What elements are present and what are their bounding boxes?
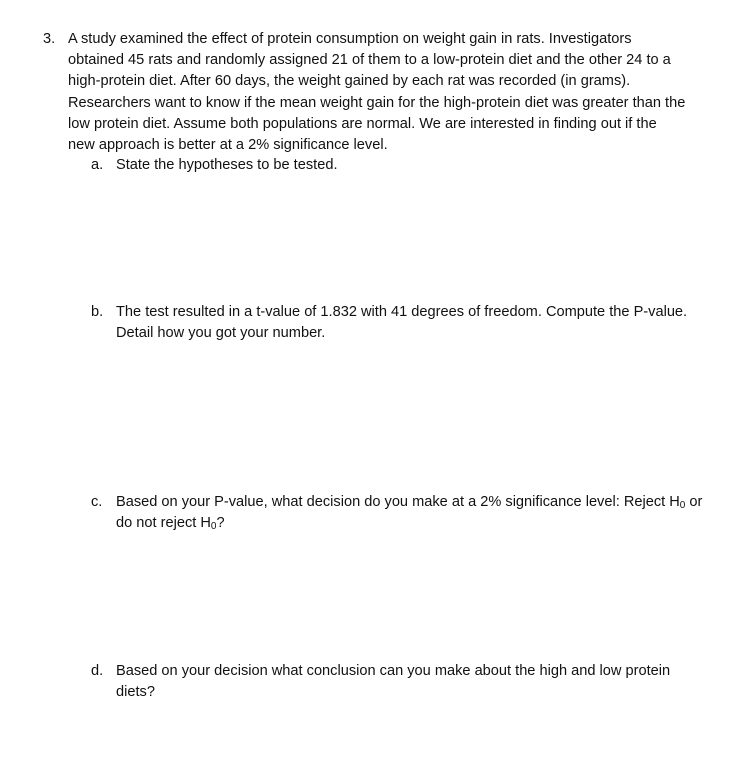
- part-d: [91, 661, 711, 703]
- part-c-letter: c.: [91, 494, 103, 510]
- part-b: [91, 302, 711, 344]
- part-c-text: [116, 492, 711, 534]
- part-c-line-1-suffix: or: [685, 494, 703, 510]
- part-a-line-1: State the hypotheses to be tested.: [116, 157, 338, 173]
- part-d-line-1: Based on your decision what conclusion can you make about the high and low protein: [116, 663, 671, 679]
- question-text: [68, 29, 713, 156]
- question-3: [43, 29, 713, 156]
- h-zero-subscript: 0: [210, 521, 217, 533]
- part-b-line-1: The test resulted in a t-value of 1.832 with 41 degrees of freedom. Compute the P-value.: [116, 304, 688, 320]
- part-a: [91, 155, 711, 176]
- question-number: 3.: [43, 31, 56, 47]
- question-line-4: Researchers want to know if the mean weight gain for the high-protein diet was greater than the: [68, 94, 686, 111]
- question-line-6: new approach is better at a 2% significance level.: [68, 137, 388, 154]
- part-c-line-1: [116, 492, 711, 513]
- part-b-line-2: Detail how you got your number.: [116, 325, 326, 342]
- part-d-line-2: diets?: [116, 684, 155, 701]
- part-c-line-1-prefix: Based on your P-value, what decision do you make at a 2% significance level: Reject H: [116, 494, 680, 510]
- part-a-letter: a.: [91, 157, 104, 173]
- question-line-3: high-protein diet. After 60 days, the weight gained by each rat was recorded (in grams).: [68, 73, 631, 90]
- question-line-5: low protein diet. Assume both populations are normal. We are interested in finding out if the: [68, 115, 657, 132]
- part-b-text: [116, 302, 711, 344]
- part-d-letter: d.: [91, 663, 104, 679]
- question-line-1: A study examined the effect of protein consumption on weight gain in rats. Investigators: [68, 31, 632, 47]
- part-c-line-2-suffix: ?: [216, 515, 225, 532]
- part-b-letter: b.: [91, 304, 104, 320]
- question-line-2: obtained 45 rats and randomly assigned 21 of them to a low-protein diet and the other 24 to a: [68, 52, 671, 69]
- part-d-text: [116, 661, 711, 703]
- h-zero-subscript: 0: [679, 500, 686, 511]
- part-c: [91, 492, 711, 534]
- part-c-line-2: [116, 513, 711, 534]
- part-c-line-2-prefix: do not reject H: [116, 515, 211, 532]
- part-a-text: [116, 155, 711, 176]
